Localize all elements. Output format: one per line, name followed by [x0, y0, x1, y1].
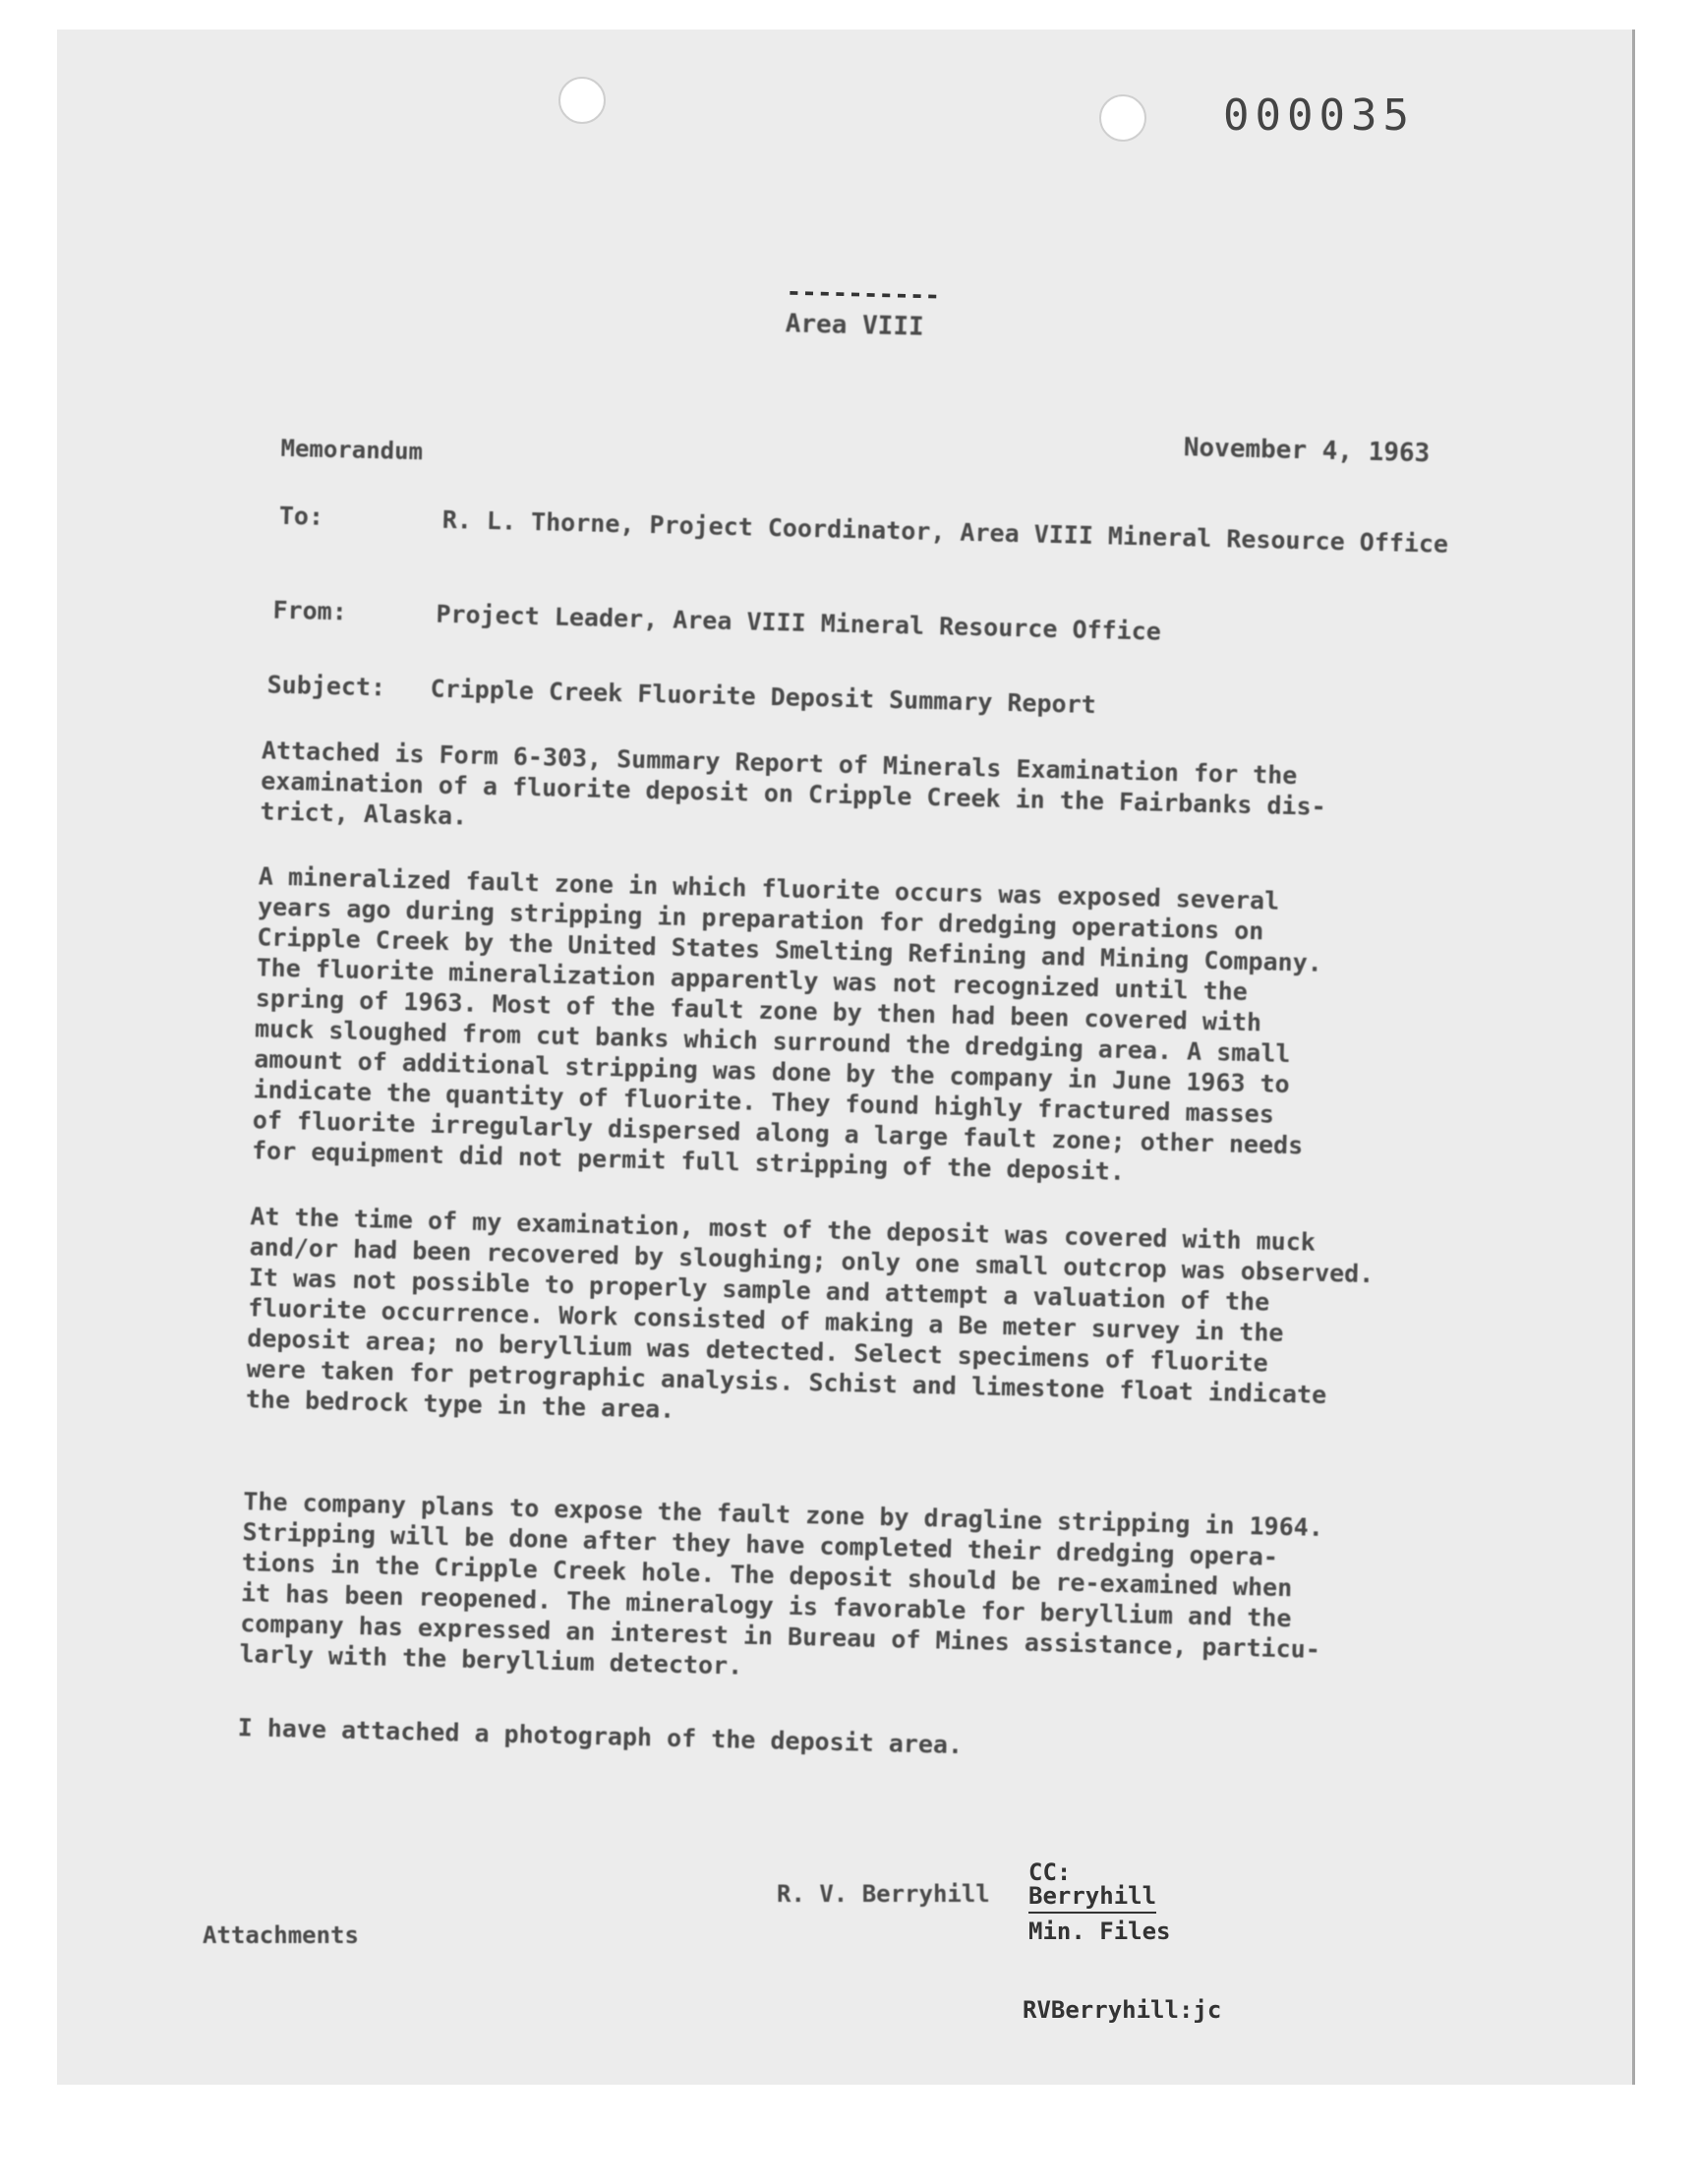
typist-initials: RVBerryhill:jc — [1023, 1996, 1222, 2024]
from-label: From: — [272, 595, 348, 626]
heading-dashes: ---------- — [786, 277, 941, 312]
memo-label: Memorandum — [280, 434, 424, 466]
to-line — [278, 502, 1479, 594]
attachments-label: Attachments — [203, 1921, 359, 1949]
signature-typed-name: R. V. Berryhill — [777, 1880, 990, 1908]
subject-label: Subject: — [266, 670, 386, 702]
subject-line — [266, 671, 1466, 732]
to-label: To: — [278, 501, 324, 531]
paragraph-5: I have attached a photograph of the deposit area. — [237, 1713, 964, 1760]
memo-date: November 4, 1963 — [1183, 433, 1431, 469]
cc-label: CC: — [1028, 1859, 1072, 1886]
paragraph-2: A mineralized fault zone in which fluorite occurs was exposed several years ago during stripping in preparation for dredging operations on Cripple Creek by the United States Smelting Refining and Mining Company. The fluorite mineralization apparently was not recognized until the spring of 1963. Most of the fault zone by then had been covered with muck sloughed from cut banks which surround the dredging area. A small amount of additional stripping was done by the company in June 1963 to indicate the quantity of fluorite. They found highly fractured masses of fluorite irregularly dispersed along a large fault zone; other needs for equipment did not permit full stripping of the deposit. — [251, 861, 1323, 1186]
paragraph-4: The company plans to expose the fault zone by dragline stripping in 1964. Stripping will be done after they have completed their dredging opera- tions in the Cripple Creek hole. The deposit should be re-examined when it has been reopened. The mineralogy is favorable for beryllium and the company has expressed an interest in Bureau of Mines assistance, particu- larly with the beryllium detector. — [239, 1487, 1324, 1681]
page-stamp-number: 000035 — [1223, 90, 1415, 141]
cc-min-files: Min. Files — [1028, 1918, 1171, 1945]
from-line — [272, 596, 1472, 657]
subject-value: Cripple Creek Fluorite Deposit Summary Report — [430, 674, 1097, 720]
paragraph-3: At the time of my examination, most of the deposit was covered with muck and/or had been recovered by sloughing; only one small outcrop was observed. It was not possible to properly sample and attempt a valuation of the fluorite occurrence. Work consisted of making a Be meter survey in the deposit area; no beryllium was detected. Select specimens of fluorite were taken for petrographic analysis. Schist and limestone float indicate the bedrock type in the area. — [245, 1202, 1375, 1424]
paragraph-1: Attached is Form 6-303, Summary Report of Minerals Examination for the examination of a fluorite deposit on Cripple Creek in the Fairbanks dis- trict, Alaska. — [260, 736, 1327, 831]
from-value: Project Leader, Area VIII Mineral Resource Office — [436, 599, 1162, 646]
to-value: R. L. Thorne, Project Coordinator, Area VIII Mineral Resource Office — [441, 504, 1449, 559]
heading-area: Area VIII — [785, 309, 925, 342]
signature-handwritten: Berryhill — [1028, 1882, 1156, 1914]
